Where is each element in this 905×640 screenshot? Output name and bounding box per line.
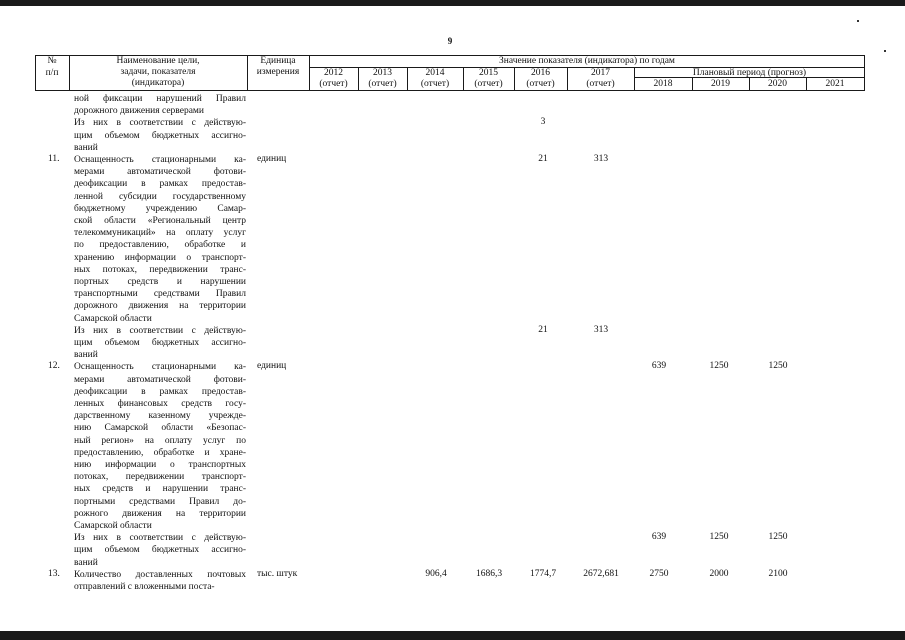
indicator-name-line: ваний — [74, 350, 98, 361]
row-number: 11. — [48, 154, 60, 164]
indicator-name-line: ваний — [74, 557, 98, 568]
header-name-line1: Наименование цели, — [116, 56, 200, 66]
header-year-note-2016: (отчет) — [526, 79, 555, 89]
indicator-name-line: Из них в соответствии с действую- — [74, 325, 246, 336]
value-cell-2017: 313 — [593, 154, 609, 164]
indicator-name-line: деофиксации в рамках предостав- — [74, 386, 246, 397]
indicator-name-line: дорожного движения серверами — [74, 106, 205, 117]
indicator-name-line: ской области «Региональный центр — [74, 216, 246, 227]
header-no: № — [47, 56, 57, 66]
indicator-name-line: дорожного движения на территории — [74, 301, 246, 312]
value-cell-2016: 1774,7 — [529, 568, 557, 579]
value-cell-2019: 1250 — [709, 361, 729, 372]
indicator-name-line: Количество доставленных почтовых — [74, 569, 246, 580]
indicator-name-line: ный регион» на оплату услуг по — [74, 435, 246, 446]
indicator-name-line: мерами автоматической фотови- — [74, 374, 246, 385]
indicator-name — [74, 154, 246, 325]
header-year-2016: 2016 — [531, 68, 550, 78]
header-plan-year-2019: 2019 — [711, 79, 730, 89]
indicator-name-line: ваний — [74, 142, 98, 153]
indicator-name — [74, 325, 246, 362]
indicator-name-line: портными средствами Правил до- — [74, 496, 246, 507]
indicator-name-line: ных потоках, передвижении транс- — [74, 264, 246, 275]
value-cell-2016: 21 — [538, 324, 548, 335]
indicator-name-line: щим объемом бюджетных ассигно- — [74, 545, 246, 556]
indicator-name-line: транспортными средствами Правил — [74, 289, 246, 300]
indicator-name-line: потоках, передвижении транспорт- — [74, 472, 246, 483]
indicator-name — [74, 93, 246, 117]
indicator-name — [74, 361, 246, 532]
page-number: 9 — [447, 36, 453, 46]
value-cell-2020: 1250 — [768, 532, 788, 543]
header-year-2013: 2013 — [373, 68, 392, 78]
indicator-name-line: портных средств и нарушении — [74, 277, 246, 288]
indicator-name — [74, 569, 246, 593]
table-header — [35, 55, 865, 91]
header-year-note-2014: (отчет) — [420, 79, 450, 89]
indicator-name-line: отправлений с вложенными поста- — [74, 582, 215, 592]
indicator-name-line: по предоставлению, обработке и — [74, 240, 246, 251]
value-cell-2016: 21 — [538, 154, 548, 164]
row-number: 12. — [48, 361, 60, 372]
indicator-name-line: щим объемом бюджетных ассигно- — [74, 338, 246, 348]
row-number: 13. — [48, 568, 60, 579]
header-year-2017: 2017 — [591, 68, 610, 78]
indicator-name-line: ленной субсидии государственному — [74, 191, 246, 202]
indicator-name-line: рожного движения на территории — [74, 508, 246, 519]
header-unit-line1: Единица — [260, 56, 296, 66]
value-cell-2015: 1686,3 — [475, 568, 503, 579]
header-values-title: Значение показателя (индикатора) по годам — [499, 56, 675, 66]
header-year-note-2015: (отчет) — [474, 79, 503, 89]
indicator-name-line: ной фиксации нарушений Правил — [74, 94, 246, 104]
value-cell-2020: 1250 — [768, 361, 788, 372]
indicator-name-line: Самарской области — [74, 521, 152, 532]
header-name-line3: (индикатора) — [131, 78, 185, 88]
indicator-name-line: бюджетному учреждению Самар- — [74, 203, 246, 214]
value-cell-2020: 2100 — [768, 568, 788, 579]
indicator-name-line: предоставлению, обработке и хране- — [74, 447, 246, 458]
header-year-2012: 2012 — [324, 68, 343, 78]
indicator-name-line: Оснащенность стационарными ка- — [74, 155, 246, 165]
header-plan-year-2021: 2021 — [825, 79, 845, 89]
scan-top-border — [0, 0, 905, 6]
indicator-name-line: Из них в соответствии с действую- — [74, 533, 246, 544]
value-cell-2017: 313 — [593, 324, 609, 335]
header-plan-year-2018: 2018 — [653, 79, 673, 89]
indicator-name-line: щим объемом бюджетных ассигно- — [74, 130, 246, 141]
indicator-name-line: деофиксации в рамках предостав- — [74, 179, 246, 190]
header-year-2014: 2014 — [425, 68, 445, 78]
unit-of-measure: единиц — [257, 361, 287, 372]
indicator-name-line: ленных финансовых средств госу- — [74, 399, 246, 409]
header-no-sub: п/п — [45, 68, 59, 78]
indicator-name-line: хранению информации о транспорт- — [74, 252, 246, 263]
header-plan-year-2020: 2020 — [768, 79, 787, 89]
unit-of-measure: единиц — [257, 154, 287, 164]
value-cell-2018: 639 — [651, 361, 667, 372]
scan-bottom-border — [0, 631, 905, 640]
scan-speck — [884, 50, 886, 52]
indicator-name-line: ных средств и нарушении транс- — [74, 484, 246, 495]
header-plan-period: Плановый период (прогноз) — [692, 68, 807, 78]
value-cell-2016: 3 — [540, 117, 546, 128]
value-cell-2018: 639 — [651, 532, 667, 543]
scan-speck — [857, 20, 859, 22]
unit-of-measure: тыс. штук — [257, 568, 298, 579]
value-cell-2014: 906,4 — [425, 568, 447, 579]
value-cell-2019: 1250 — [709, 532, 729, 543]
indicator-name-line: нию информации о транспортных — [74, 460, 246, 471]
header-name-line2: задачи, показателя — [120, 67, 196, 77]
header-unit-line2: измерения — [256, 67, 300, 77]
value-cell-2019: 2000 — [709, 568, 729, 579]
indicator-name-line: телекоммуникаций» на оплату услуг — [74, 228, 246, 239]
header-year-note-2017: (отчет) — [586, 79, 615, 89]
indicator-name-line: Оснащенность стационарными ка- — [74, 362, 246, 373]
value-cell-2018: 2750 — [649, 568, 669, 579]
indicator-name-line: мерами автоматической фотови- — [74, 167, 246, 178]
header-year-2015: 2015 — [479, 68, 498, 78]
indicator-name — [74, 532, 246, 569]
indicator-name-line: Самарской области — [74, 313, 152, 324]
header-year-note-2013: (отчет) — [368, 79, 397, 89]
header-year-note-2012: (отчет) — [319, 79, 348, 89]
indicator-name — [74, 117, 246, 154]
indicator-name-line: дарственному казенному учрежде- — [74, 411, 246, 422]
value-cell-2017: 2672,681 — [583, 568, 619, 579]
indicator-name-line: Из них в соответствии с действую- — [74, 118, 246, 129]
indicator-name-line: нию Самарской области «Безопас- — [74, 423, 246, 434]
